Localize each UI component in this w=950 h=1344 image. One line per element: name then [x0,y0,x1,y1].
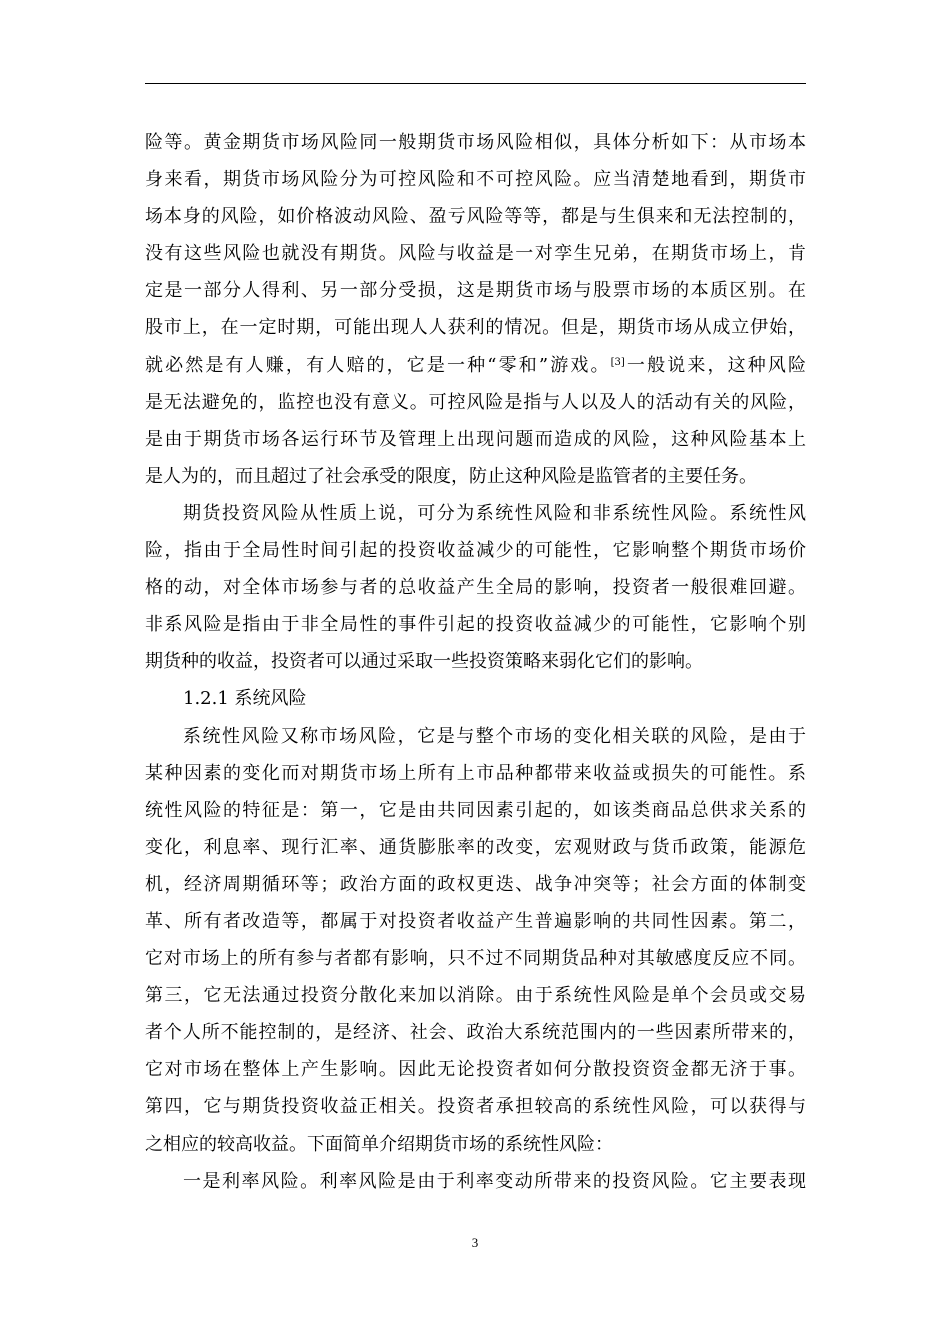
text-line: 者个人所不能控制的，是经济、社会、政治大系统范围内的一些因素所带来的， [145,1022,806,1044]
text-line: 某种因素的变化而对期货市场上所有上市品种都带来收益或损失的可能性。系 [145,762,806,784]
citation-ref: [3] [610,356,625,368]
text-line: 革、所有者改造等，都属于对投资者收益产生普遍影响的共同性因素。第二， [145,910,806,932]
text-line: 没有这些风险也就没有期货。风险与收益是一对孪生兄弟，在期货市场上，肯 [145,243,806,265]
text-line: 身来看，期货市场风险分为可控风险和不可控风险。应当清楚地看到，期货市 [145,169,806,191]
text-line: 统性风险的特征是：第一，它是由共同因素引起的，如该类商品总供求关系的 [145,799,806,821]
document-body [145,124,806,1200]
text-line: 第四，它与期货投资收益正相关。投资者承担较高的系统性风险，可以获得与 [145,1096,806,1118]
text-line: 股市上，在一定时期，可能出现人人获利的情况。但是，期货市场从成立伊始， [145,317,806,339]
text-line: 一是利率风险。利率风险是由于利率变动所带来的投资风险。它主要表现 [183,1170,806,1192]
section-heading: 1.2.1 系统风险 [183,688,307,710]
text-line: 机，经济周期循环等；政治方面的政权更迭、战争冲突等；社会方面的体制变 [145,873,806,895]
text-line: 是人为的，而且超过了社会承受的限度，防止这种风险是监管者的主要任务。 [145,465,757,487]
text-line: 是无法避免的，监控也没有意义。可控风险是指与人以及人的活动有关的风险， [145,391,806,413]
page-number: 3 [471,1235,479,1250]
text-line: 非系风险是指由于非全局性的事件引起的投资收益减少的可能性，它影响个别 [145,614,806,636]
text-line: 它对市场上的所有参与者都有影响，只不过不同期货品种对其敏感度反应不同。 [145,948,806,970]
text-line: 第三，它无法通过投资分散化来加以消除。由于系统性风险是单个会员或交易 [145,985,806,1007]
text-fragment: 一般说来，这种风险 [624,354,806,376]
text-line-with-citation [145,347,806,384]
text-fragment: 就必然是有人赚，有人赔的，它是一种“零和”游戏。 [145,354,611,376]
text-line: 它对市场在整体上产生影响。因此无论投资者如何分散投资资金都无济于事。 [145,1059,806,1081]
text-line: 定是一部分人得利、另一部分受损，这是期货市场与股票市场的本质区别。在 [145,280,806,302]
text-line: 变化，利息率、现行汇率、通货膨胀率的改变，宏观财政与货币政策，能源危 [145,836,806,858]
text-line: 系统性风险又称市场风险，它是与整个市场的变化相关联的风险，是由于 [183,725,806,747]
header-rule [145,83,806,84]
text-line: 之相应的较高收益。下面简单介绍期货市场的系统性风险： [145,1133,613,1155]
text-line: 格的动，对全体市场参与者的总收益产生全局的影响，投资者一般很难回避。 [145,577,806,599]
text-line: 期货投资风险从性质上说，可分为系统性风险和非系统性风险。系统性风 [183,502,806,524]
text-line: 期货种的收益，投资者可以通过采取一些投资策略来弱化它们的影响。 [145,651,703,673]
text-line: 场本身的风险，如价格波动风险、盈亏风险等等，都是与生俱来和无法控制的， [145,206,806,228]
text-line: 是由于期货市场各运行环节及管理上出现问题而造成的风险，这种风险基本上 [145,428,806,450]
text-line: 险等。黄金期货市场风险同一般期货市场风险相似，具体分析如下：从市场本 [145,132,806,153]
text-line: 险，指由于全局性时间引起的投资收益减少的可能性，它影响整个期货市场价 [145,540,806,562]
